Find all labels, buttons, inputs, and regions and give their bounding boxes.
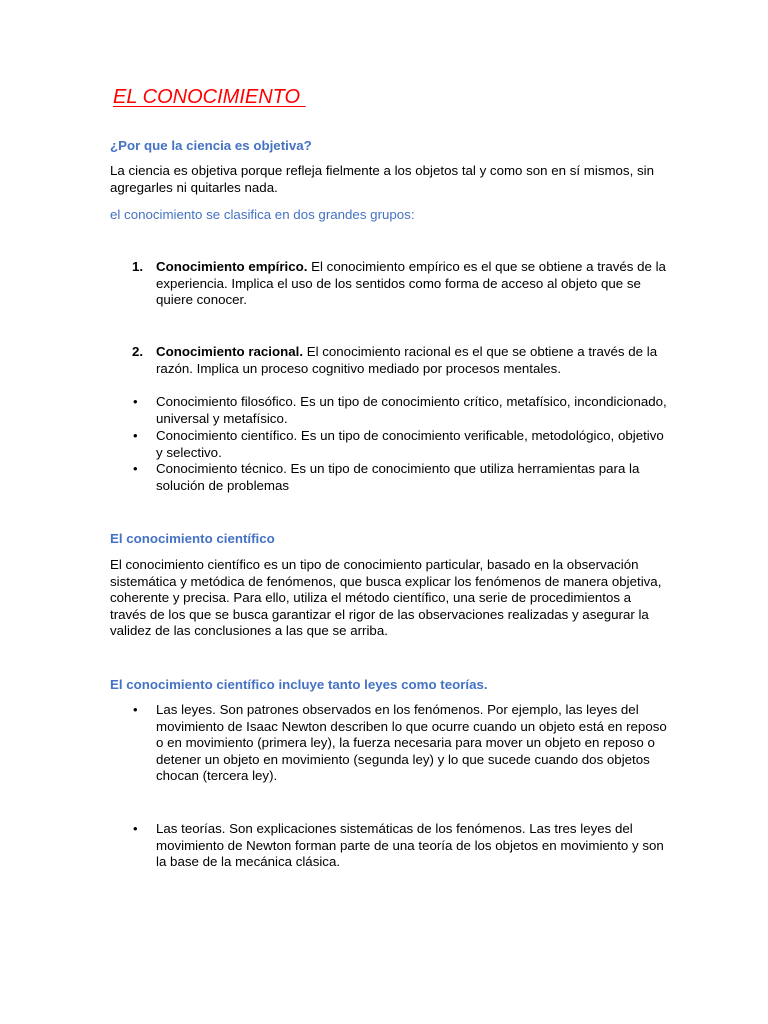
bullet-marker: •: [133, 702, 138, 717]
term-definition: El conocimiento racional es el que se obtiene a través de la razón. Implica un proceso cognitivo mediado por procesos mentales.: [156, 344, 658, 376]
objectivity-paragraph: La ciencia es objetiva porque refleja fielmente a los objetos tal y como son en sí mismos, sin agregarles ni quitarles nada.: [110, 163, 654, 195]
bullet-marker: •: [133, 461, 138, 476]
list-item-text: Conocimiento técnico. Es un tipo de conocimiento que utiliza herramientas para la solución de problemas: [156, 461, 640, 493]
document-title: EL CONOCIMIENTO: [113, 86, 306, 108]
list-item-text: Conocimiento científico. Es un tipo de conocimiento verificable, metodológico, objetivo y selectivo.: [156, 428, 664, 460]
question-heading: ¿Por que la ciencia es objetiva?: [110, 138, 312, 153]
bullet-marker: •: [133, 821, 138, 836]
bullet-marker: •: [133, 428, 138, 443]
list-number: 2.: [132, 344, 144, 359]
list-number: 1.: [132, 259, 144, 274]
list-item-text: Las leyes. Son patrones observados en los fenómenos. Por ejemplo, las leyes del movimiento de Isaac Newton describen lo que ocurre cuando un objeto está en reposo o en movimiento (primera ley), la fuerza necesaria para mover un objeto en reposo o detener un objeto en movimiento (segunda ley) y lo que sucede cuando dos objetos chocan (tercera ley).: [156, 702, 667, 784]
bullet-marker: •: [133, 394, 138, 409]
scientific-paragraph: El conocimiento científico es un tipo de conocimiento particular, basado en la observación sistemática y metódica de fenómenos, que busca explicar los fenómenos de manera objetiva, coherente y precisa. Para ello, utiliza el método científico, una serie de procedimientos a través de los que se busca garantizar el rigor de las observaciones realizadas y asegurar la validez de las conclusiones a las que se arriba.: [110, 557, 662, 639]
term-label: Conocimiento racional.: [156, 344, 304, 359]
section-heading-cientifico: El conocimiento científico: [110, 531, 275, 546]
list-item-text: Conocimiento filosófico. Es un tipo de conocimiento crítico, metafísico, incondicionado, universal y metafísico.: [156, 394, 667, 426]
classification-intro: el conocimiento se clasifica en dos grandes grupos:: [110, 207, 415, 222]
section-heading-leyes-teorias: El conocimiento científico incluye tanto leyes como teorías.: [110, 677, 488, 692]
term-definition: El conocimiento empírico es el que se obtiene a través de la experiencia. Implica el uso de los sentidos como forma de acceso al objeto que se quiere conocer.: [156, 259, 666, 308]
list-item-text: Las teorías. Son explicaciones sistemáticas de los fenómenos. Las tres leyes del movimiento de Newton forman parte de una teoría de los objetos en movimiento y son la base de la mecánica clásica.: [156, 821, 664, 870]
term-label: Conocimiento empírico.: [156, 259, 308, 274]
list-item-text: [156, 259, 668, 309]
list-item-text: [156, 344, 668, 377]
